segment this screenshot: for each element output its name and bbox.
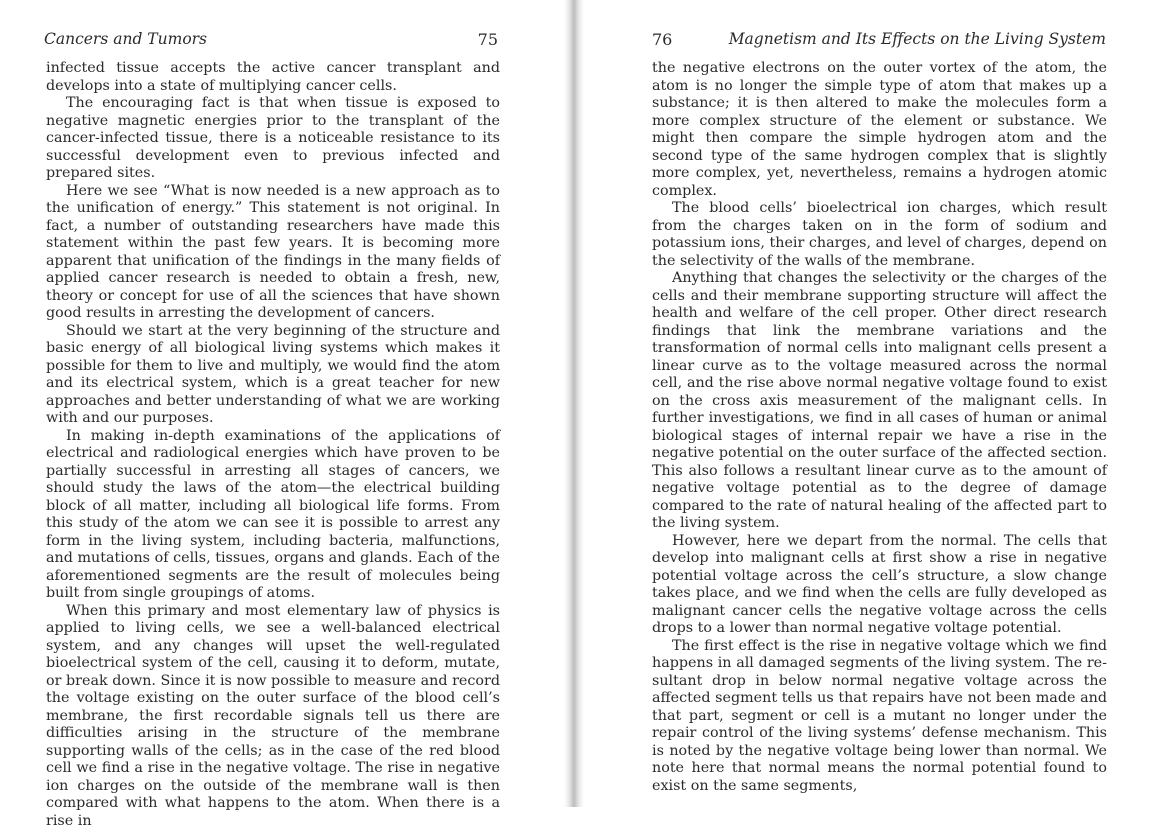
paragraph: However, here we depart from the normal. The cells that develop into malignant cells at first show a rise in negative potential voltage across the cell’s structure, a slow change takes place, and we find when the cells are fully developed as malignant cancer cells the negative voltage across the cells drops to a lower than normal negative voltage potential. — [652, 533, 1107, 638]
running-head: Magnetism and Its Effects on the Living System — [729, 30, 1106, 48]
paragraph: infected tissue accepts the active cancer transplant and develops into a state of multiplying cancer cells. — [46, 60, 500, 95]
page-number: 76 — [652, 30, 672, 49]
paragraph: Here we see “What is now needed is a new approach as to the unification of energy.” This statement is not original. In fact, a number of outstanding researchers have made this statement within the past few years. It is becoming more apparent that unification of the findings in the many fields of applied cancer research is needed to obtain a fresh, new, theory or concept for use of all the sciences that have shown good results in arresting the development of cancers. — [46, 183, 500, 323]
paragraph: In making in-depth examinations of the applications of electrical and radiological energies which have proven to be partially successful in arresting all stages of cancers, we should study the laws of the atom—the electrical building block of all matter, including all biological life forms. From this study of the atom we can see it is possible to arrest any form in the living system, including bacteria, malfunctions, and mutations of cells, tissues, organs and glands. Each of the aforementioned segments are the result of molecules being built from single groupings of atoms. — [46, 428, 500, 603]
paragraph: Anything that changes the selectivity or the charges of the cells and their membrane supporting structure will affect the health and welfare of the cell proper. Other direct research findings that link the membrane variations and the transformation of normal cells into malignant cells present a linear curve as to the voltage measured across the normal cell, and the rise above normal negative voltage found to exist on the cross axis measurement of the malignant cells. In further investigations, we find in all cases of human or animal biological stages of internal repair we have a rise in the negative potential on the outer surface of the affected section. This also follows a resultant linear curve as to the amount of negative voltage potential as to the degree of damage compared to the rate of natural healing of the affected part to the living system. — [652, 270, 1107, 533]
paragraph: The encouraging fact is that when tissue is exposed to negative magnetic energies prior to the transplant of the cancer-infected tissue, there is a noticeable resistance to its successful development even to previous infected and prepared sites. — [46, 95, 500, 183]
paragraph: the negative electrons on the outer vortex of the atom, the atom is no longer the simple type of atom that makes up a substance; it is then altered to make the molecules form a more complex structure of the element or substance. We might then compare the simple hydrogen atom and the second type of the same hydrogen complex that is slightly more complex, yet, nevertheless, remains a hydrogen atomic complex. — [652, 60, 1107, 200]
paragraph: Should we start at the very beginning of the structure and basic energy of all biological living systems which makes it possible for them to live and multiply, we would find the atom and its electrical system, which is a great teacher for new approaches and better understanding of what we are working with and our purposes. — [46, 323, 500, 428]
running-head: Cancers and Tumors — [44, 30, 207, 48]
right-page-header — [652, 30, 1106, 52]
body-text — [46, 60, 500, 830]
right-page — [584, 0, 1160, 807]
page-number: 75 — [478, 30, 498, 49]
left-page — [0, 0, 564, 807]
left-page-header — [44, 30, 498, 52]
paragraph: The blood cells’ bioelectrical ion charges, which result from the charges taken on in the form of sodium and potassium ions, their charges, and level of charges, depend on the selectivity of the walls of the membrane. — [652, 200, 1107, 270]
paragraph: When this primary and most elementary law of physics is applied to living cells, we see a well-balanced electrical system, and any changes will upset the well-regulated bioelectrical system of the cell, causing it to deform, mutate, or break down. Since it is now possible to measure and record the voltage existing on the outer surface of the blood cell’s membrane, the first recordable signals tell us there are difficulties arising in the structure of the membrane supporting walls of the cells; as in the case of the red blood cell we find a rise in the negative voltage. The rise in negative ion charges on the outside of the membrane wall is then compared with what happens to the atom. When there is a rise in — [46, 603, 500, 830]
paragraph: The first effect is the rise in negative voltage which we find happens in all damaged segments of the living system. The resultant drop in below normal negative voltage across the affected segment tells us that repairs have not been made and that part, segment or cell is a mutant no longer under the repair control of the living systems’ defense mechanism. This is noted by the negative voltage being lower than normal. We note here that normal means the normal potential found to exist on the same segments, — [652, 638, 1107, 796]
book-gutter — [564, 0, 584, 807]
body-text — [652, 60, 1107, 795]
